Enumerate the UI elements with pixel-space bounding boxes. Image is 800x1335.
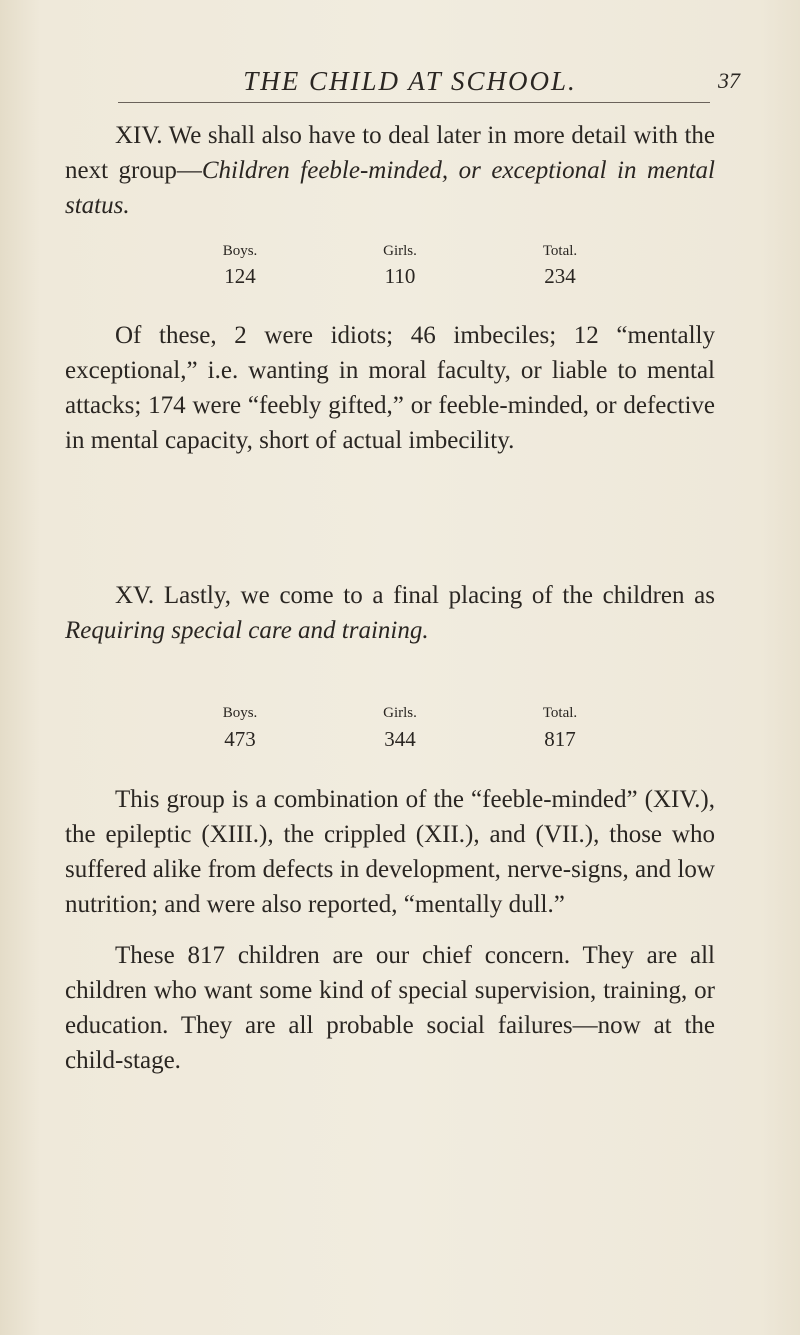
boys-label: Boys. — [222, 243, 258, 259]
header-rule — [118, 102, 710, 103]
section-xv-intro: Lastly, we come to a final placing of the children as — [163, 582, 716, 609]
section-xiv-stats — [180, 243, 620, 293]
page-number: 37 — [718, 68, 740, 93]
girls-label: Girls. — [383, 705, 417, 721]
section-xv-heading — [65, 578, 715, 648]
section-xiv-title: Children feeble-minded, or exceptional in mental status. — [65, 157, 715, 219]
total-label: Total. — [542, 243, 578, 259]
running-head: THE CHILD AT SCHOOL. — [243, 66, 577, 96]
girls-value: 344 — [384, 727, 416, 751]
section-xiv-heading — [65, 118, 715, 223]
section-xv-body-1: This group is a combination of the “feeble-minded” (XIV.), the epileptic (XIII.), the crippled (XII.), and (VII.), those who suffered alike from defects in development, nerve-signs, and low nutrition; and were also reported, “mentally dull.” — [65, 786, 715, 918]
section-xiv-intro: We shall also have to deal later in more detail with the next group— — [65, 122, 715, 184]
section-xiv-body: Of these, 2 were idiots; 46 imbeciles; 12 “mentally exceptional,” i.e. wanting in moral faculty, or liable to mental attacks; 174 were “feebly gifted,” or feeble-minded, or defective in mental capacity, short of actual imbecility. — [65, 322, 715, 454]
section-xv-stats — [180, 705, 620, 755]
section-xv-numeral: XV. — [115, 582, 155, 609]
section-xiv-numeral: XIV. — [115, 122, 163, 149]
total-value: 234 — [544, 264, 576, 288]
boys-label: Boys. — [222, 705, 258, 721]
girls-value: 110 — [384, 264, 416, 288]
section-xv-title: Requiring special care and training. — [65, 617, 429, 644]
girls-label: Girls. — [383, 243, 417, 259]
boys-value: 124 — [224, 264, 256, 288]
boys-value: 473 — [224, 727, 256, 751]
section-xv-body-2: These 817 children are our chief concern. They are all children who want some kind of special supervision, training, or education. They are all probable social failures—now at the child-stage. — [65, 942, 715, 1074]
total-value: 817 — [544, 727, 576, 751]
page-header — [110, 66, 740, 106]
total-label: Total. — [542, 705, 578, 721]
